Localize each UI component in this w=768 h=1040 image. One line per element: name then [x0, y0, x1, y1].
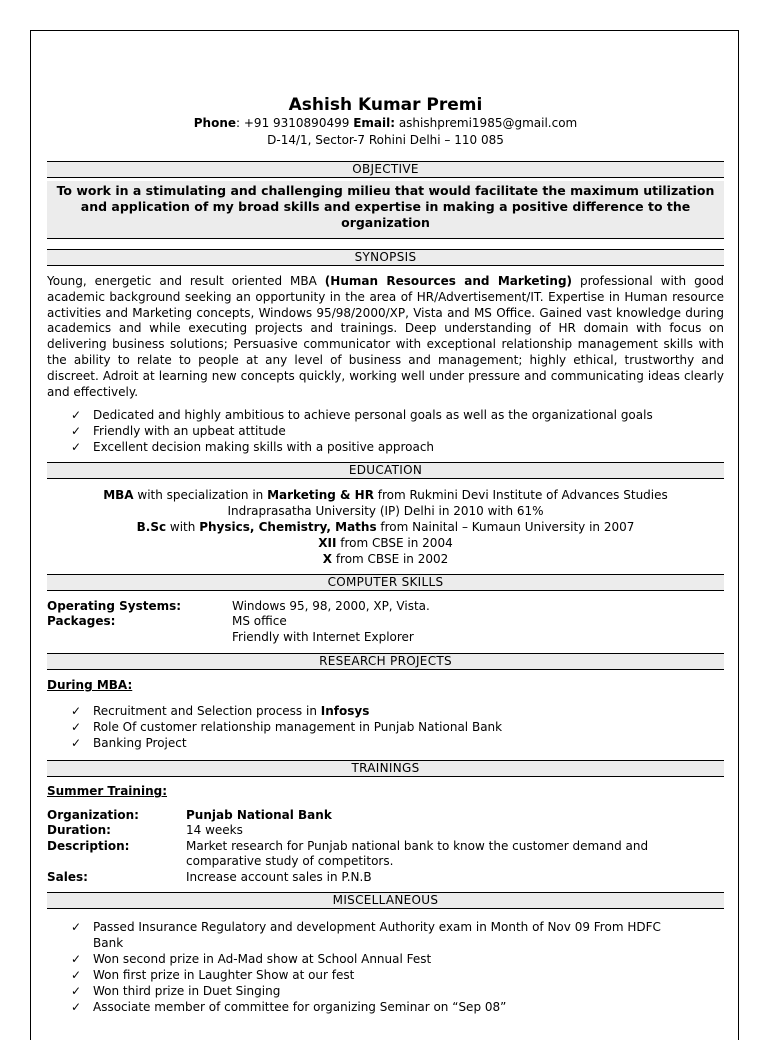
trainings-subhead: Summer Training: — [47, 784, 168, 798]
edu-text: from Rukmini Devi Institute of Advances Studies — [373, 488, 668, 502]
list-item — [47, 935, 661, 951]
synopsis-text-bold: (Human Resources and Marketing) — [324, 274, 573, 288]
check-icon: ✓ — [71, 704, 82, 718]
packages-value: MS office — [232, 614, 287, 628]
list-item — [47, 983, 661, 999]
list-item — [47, 735, 502, 751]
email-label: Email: — [353, 116, 396, 130]
synopsis-heading: SYNOPSIS — [47, 249, 724, 266]
check-icon: ✓ — [71, 720, 82, 734]
education-line-2: Indraprasatha University (IP) Delhi in 2010 with 61% — [227, 504, 544, 518]
list-item — [47, 951, 661, 967]
check-icon: ✓ — [71, 920, 82, 934]
organization-label: Organization: — [47, 808, 139, 822]
list-item — [47, 407, 653, 423]
edu-text: with specialization in — [133, 488, 268, 502]
duration-label: Duration: — [47, 823, 111, 837]
objective-text: To work in a stimulating and challenging milieu that would facilitate the maximum utilization and application of my broad skills and expertise in making a positive difference to the organization — [47, 181, 724, 239]
synopsis-text-a: Young, energetic and result oriented MBA — [47, 274, 325, 288]
bullet-text: Friendly with an upbeat attitude — [93, 424, 286, 438]
check-icon: ✓ — [71, 440, 82, 454]
address-line: D-14/1, Sector-7 Rohini Delhi – 110 085 — [267, 133, 504, 147]
bullet-text: Role Of customer relationship management in Punjab National Bank — [93, 720, 503, 734]
packages-value-2: Friendly with Internet Explorer — [232, 630, 414, 644]
bullet-text: Passed Insurance Regulatory and development Authority exam in Month of Nov 09 From HDFC — [93, 920, 661, 934]
bullet-text-continued: Bank — [93, 936, 124, 950]
research-bullets — [47, 703, 502, 751]
education-line-3 — [47, 519, 724, 535]
edu-text: from Nainital – Kumaun University in 2007 — [376, 520, 635, 534]
edu-subjects: Physics, Chemistry, Maths — [199, 520, 377, 534]
list-item — [47, 439, 653, 455]
education-line-1 — [47, 487, 724, 503]
description-value-2: comparative study of competitors. — [186, 854, 394, 868]
list-item — [47, 967, 661, 983]
contact-line — [47, 116, 724, 130]
edu-text: from CBSE in 2004 — [336, 536, 453, 550]
research-heading: RESEARCH PROJECTS — [47, 653, 724, 670]
organization-value: Punjab National Bank — [186, 808, 332, 822]
education-line-4 — [47, 535, 724, 551]
check-icon: ✓ — [71, 984, 82, 998]
bullet-text: Won second prize in Ad-Mad show at School Annual Fest — [93, 952, 432, 966]
education-line-5 — [47, 551, 724, 567]
description-label: Description: — [47, 839, 130, 853]
misc-bullets — [47, 919, 661, 1015]
edu-specialization: Marketing & HR — [267, 488, 374, 502]
phone-label: Phone — [193, 116, 237, 130]
list-item — [47, 423, 653, 439]
check-icon: ✓ — [71, 408, 82, 422]
trainings-heading: TRAININGS — [47, 760, 724, 777]
bullet-text: Associate member of committee for organizing Seminar on “Sep 08” — [93, 1000, 507, 1014]
check-icon: ✓ — [71, 424, 82, 438]
sales-label: Sales: — [47, 870, 88, 884]
bullet-text: Dedicated and highly ambitious to achieve personal goals as well as the organizational goals — [93, 408, 653, 422]
degree-x: X — [322, 552, 332, 566]
check-icon: ✓ — [71, 736, 82, 750]
list-item — [47, 919, 661, 935]
degree-mba: MBA — [103, 488, 134, 502]
bullet-text: Banking Project — [93, 736, 187, 750]
os-value: Windows 95, 98, 2000, XP, Vista. — [232, 599, 430, 613]
description-value: Market research for Punjab national bank to know the customer demand and — [186, 839, 649, 853]
synopsis-bullets — [47, 407, 653, 455]
bullet-text: Won first prize in Laughter Show at our fest — [93, 968, 355, 982]
candidate-name: Ashish Kumar Premi — [288, 95, 483, 115]
degree-xii: XII — [318, 536, 337, 550]
check-icon: ✓ — [71, 1000, 82, 1014]
bullet-text: Won third prize in Duet Singing — [93, 984, 281, 998]
os-label: Operating Systems: — [47, 599, 182, 613]
synopsis-text-b: professional with good academic background seeking an opportunity in the area of HR/Advertisement/IT. Expertise in Human resource activities and Marketing concepts, Windows 95/98/2000/XP, Vista and MS Office. Gained vast knowledge during academics and while executing projects and trainings. Deep understanding of HR domain with focus on delivering business solutions; Persuasive communicator with exceptional relationship management skills with the ability to relate to people at any level of business and management; highly ethical, trustworthy and discreet. Adroit at learning new concepts quickly, working well under pressure and communicating ideas clearly and effectively. — [47, 274, 724, 399]
sales-value: Increase account sales in P.N.B — [186, 870, 372, 884]
check-icon: ✓ — [71, 968, 82, 982]
list-item — [47, 999, 661, 1015]
objective-heading: OBJECTIVE — [47, 161, 724, 178]
edu-text: from CBSE in 2002 — [332, 552, 449, 566]
misc-heading: MISCELLANEOUS — [47, 892, 724, 909]
resume-page — [30, 30, 739, 1040]
phone-value: : +91 9310890499 — [236, 116, 354, 130]
skills-heading: COMPUTER SKILLS — [47, 574, 724, 591]
degree-bsc: B.Sc — [136, 520, 167, 534]
list-item — [47, 703, 502, 719]
duration-value: 14 weeks — [186, 823, 243, 837]
list-item — [47, 719, 502, 735]
packages-label: Packages: — [47, 614, 116, 628]
bullet-bold: Infosys — [320, 704, 370, 718]
check-icon: ✓ — [71, 952, 82, 966]
research-subhead: During MBA: — [47, 678, 133, 692]
email-value: ashishpremi1985@gmail.com — [395, 116, 578, 130]
synopsis-paragraph — [47, 274, 724, 400]
edu-text: with — [166, 520, 200, 534]
education-heading: EDUCATION — [47, 462, 724, 479]
bullet-text: Excellent decision making skills with a positive approach — [93, 440, 435, 454]
bullet-text: Recruitment and Selection process in — [93, 704, 321, 718]
